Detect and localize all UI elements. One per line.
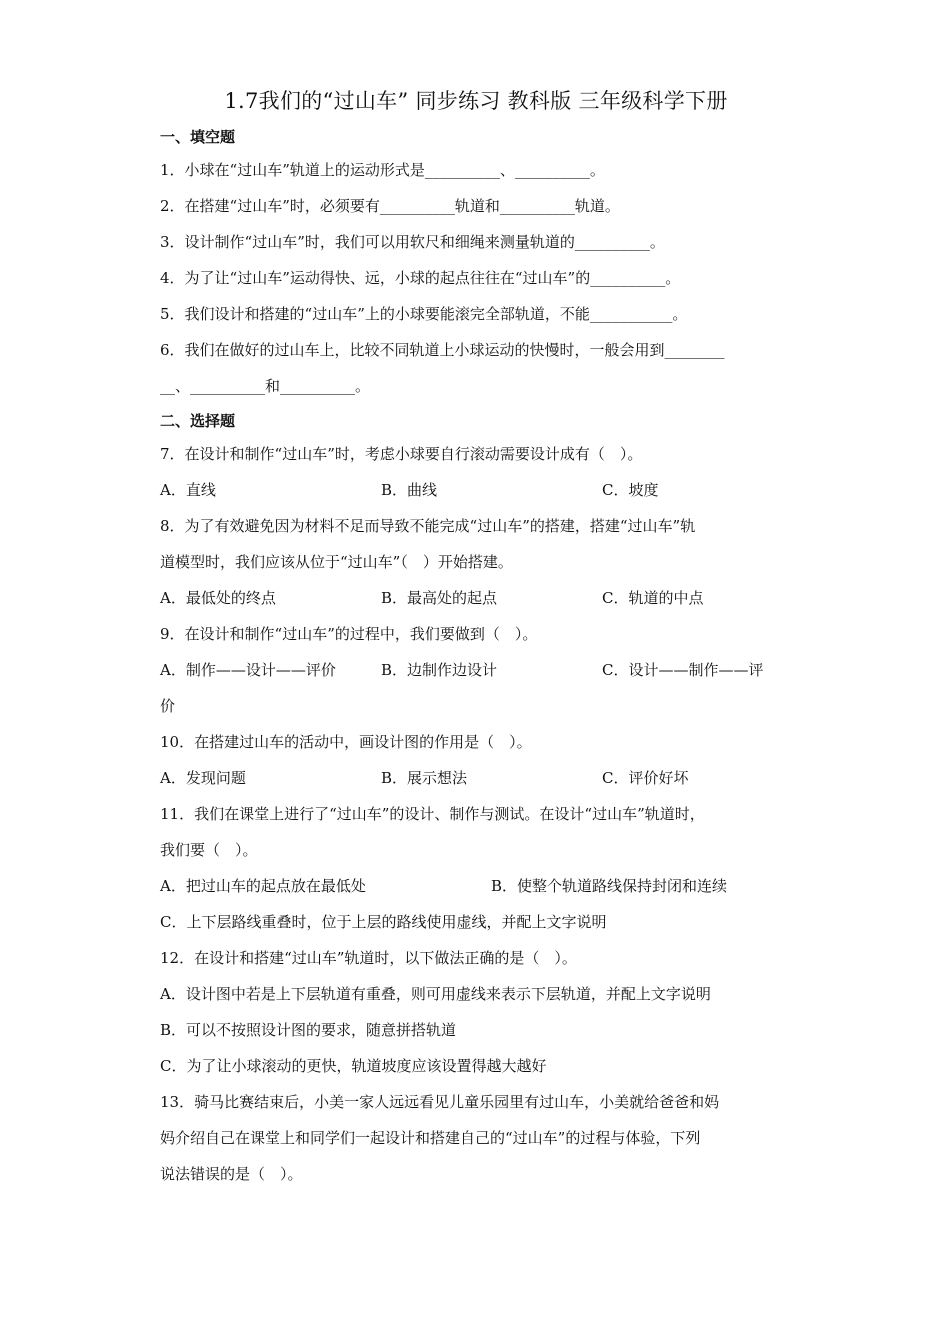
question-6: 6．我们在做好的过山车上，比较不同轨道上小球运动的快慢时，一般会用到________ — [160, 341, 725, 359]
question-12: 12．在设计和搭建“过山车”轨道时，以下做法正确的是（ ）。 — [160, 949, 577, 967]
question-9: 9．在设计和制作“过山车”的过程中，我们要做到（ ）。 — [160, 625, 538, 643]
section-heading-fill: 一、填空题 — [160, 128, 236, 146]
question-3: 3．设计制作“过山车”时，我们可以用软尺和细绳来测量轨道的__________。 — [160, 233, 665, 251]
question-7-options — [160, 472, 792, 508]
option-c: C．为了让小球滚动的更快，轨道坡度应该设置得越大越好 — [160, 1057, 547, 1075]
option-b: B．使整个轨道路线保持封闭和连续 — [491, 877, 728, 895]
question-8: 8．为了有效避免因为材料不足而导致不能完成“过山车”的搭建，搭建“过山车”轨 — [160, 517, 696, 535]
option-b: B．展示想法 — [381, 769, 468, 787]
question-10-options — [160, 760, 792, 796]
option-a: A．设计图中若是上下层轨道有重叠，则可用虚线来表示下层轨道，并配上文字说明 — [160, 985, 711, 1003]
question-11-continued: 我们要（ ）。 — [160, 841, 258, 859]
question-13-continued-2: 说法错误的是（ ）。 — [160, 1165, 303, 1183]
question-7: 7．在设计和制作“过山车”时，考虑小球要自行滚动需要设计成有（ ）。 — [160, 445, 643, 463]
option-a: A．直线 — [160, 481, 216, 499]
question-5: 5．我们设计和搭建的“过山车”上的小球要能滚完全部轨道，不能___________。 — [160, 305, 688, 323]
option-c-continued: 价 — [160, 697, 176, 715]
option-a: A．最低处的终点 — [160, 589, 276, 607]
question-13-continued: 妈介绍自己在课堂上和同学们一起设计和搭建自己的“过山车”的过程与体验，下列 — [160, 1129, 701, 1147]
question-8-continued: 道模型时，我们应该从位于“过山车”（ ）开始搭建。 — [160, 553, 513, 571]
question-8-options — [160, 580, 792, 616]
question-6-continued: __、__________和__________。 — [160, 377, 371, 395]
option-c: C．轨道的中点 — [602, 589, 704, 607]
question-10: 10．在搭建过山车的活动中，画设计图的作用是（ ）。 — [160, 733, 532, 751]
question-2: 2．在搭建“过山车”时，必须要有__________轨道和__________轨道。 — [160, 197, 620, 215]
question-4: 4．为了让“过山车”运动得快、远，小球的起点往往在“过山车”的__________。 — [160, 269, 681, 287]
question-11-options-ab — [160, 868, 792, 904]
section-heading-choice: 二、选择题 — [160, 412, 236, 430]
option-c: C．设计——制作——评 — [602, 661, 764, 679]
option-a: A．制作——设计——评价 — [160, 661, 336, 679]
question-1: 1．小球在“过山车”轨道上的运动形式是__________、__________。 — [160, 161, 605, 179]
option-c: C．上下层路线重叠时，位于上层的路线使用虚线，并配上文字说明 — [160, 913, 607, 931]
option-b: B．曲线 — [381, 481, 438, 499]
question-13: 13．骑马比赛结束后，小美一家人远远看见儿童乐园里有过山车，小美就给爸爸和妈 — [160, 1093, 720, 1111]
option-a: A．发现问题 — [160, 769, 246, 787]
option-c: C．坡度 — [602, 481, 659, 499]
option-b: B．边制作边设计 — [381, 661, 498, 679]
question-9-options — [160, 652, 792, 688]
option-b: B．最高处的起点 — [381, 589, 498, 607]
worksheet-page — [160, 86, 792, 1192]
page-title: 1.7我们的“过山车” 同步练习 教科版 三年级科学下册 — [224, 89, 728, 113]
question-11: 11．我们在课堂上进行了“过山车”的设计、制作与测试。在设计“过山车”轨道时， — [160, 805, 705, 823]
option-c: C．评价好坏 — [602, 769, 689, 787]
option-a: A．把过山车的起点放在最低处 — [160, 877, 366, 895]
option-b: B．可以不按照设计图的要求，随意拼搭轨道 — [160, 1021, 457, 1039]
